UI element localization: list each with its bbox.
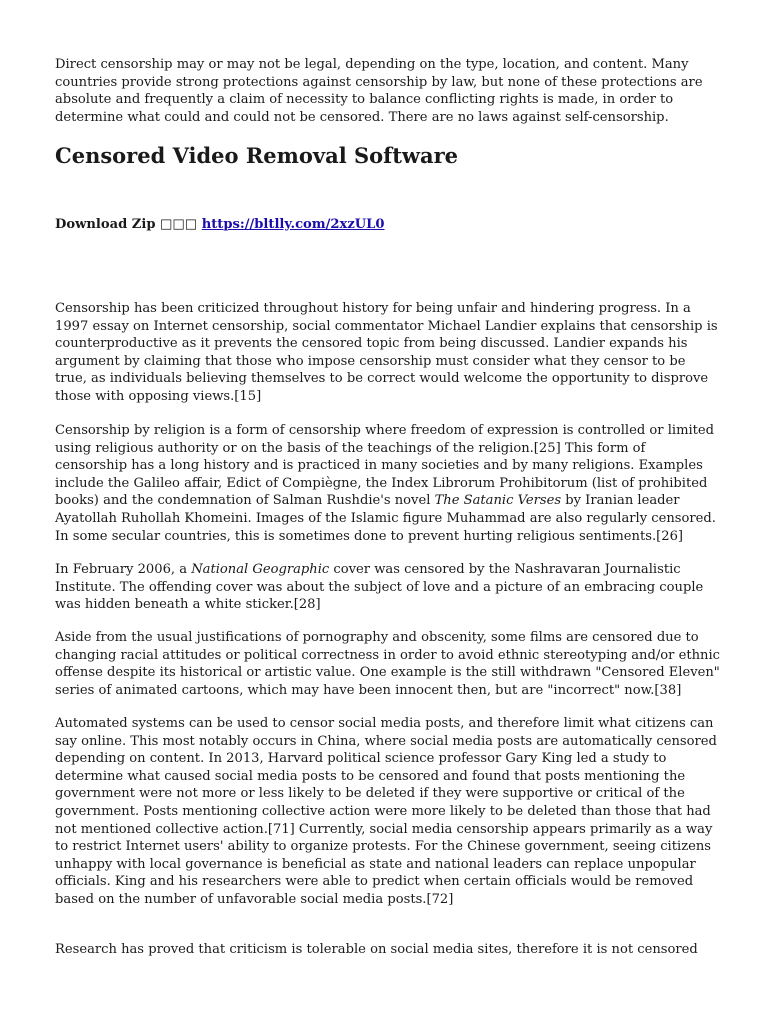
paragraph-criticism: Censorship has been criticized throughout history for being unfair and hindering progress. In a 1997 essay on Internet censorship, social commentator Michael Landier explains that censorship is counterproductive as it prevents the censored topic from being discussed. Landier expands his argument by claiming that those who impose censorship must consider what they censor to be true, as individuals believing themselves to be correct would welcome the opportunity to disprove those with opposing views.[15] (55, 301, 718, 404)
paragraph-research: Research has proved that criticism is tolerable on social media sites, therefore it is not censored (55, 942, 698, 957)
paragraph-automated-systems: Automated systems can be used to censor social media posts, and therefore limit what citizens can say online. This most notably occurs in China, where social media posts are automatically censored depending on content. In 2013, Harvard political science professor Gary King led a study to determine what caused social media posts to be censored and found that posts mentioning the government were not more or less likely to be deleted if they were supportive or critical of the government. Posts mentioning collective action were more likely to be deleted than those that had not mentioned collective action.[71] Currently, social media censorship appears primarily as a way to restrict Internet users' ability to organize protests. For the Chinese government, seeing citizens unhappy with local governance is beneficial as state and national leaders can replace unpopular officials. King and his researchers were able to predict when certain officials would be removed based on the number of unfavorable social media posts.[72] (55, 716, 717, 907)
paragraph-films: Aside from the usual justifications of pornography and obscenity, some films are censored due to changing racial attitudes or political correctness in order to avoid ethnic stereotyping and/or ethnic offense despite its historical or artistic value. One example is the still withdrawn "Censored Eleven" series of animated cartoons, which may have been innocent then, but are "incorrect" now.[38] (55, 630, 720, 698)
intro-paragraph: Direct censorship may or may not be legal, depending on the type, location, and content. Many countries provide strong protections against censorship by law, but none of these protections are absolute and frequently a claim of necessity to balance conflicting rights is made, in order to determine what could and could not be censored. There are no laws against self-censorship. (55, 57, 703, 125)
paragraph-religion-text-b: by Iranian leader Ayatollah Ruhollah Khomeini. Images of the Islamic figure Muhammad are also regularly censored. In some secular countries, this is sometimes done to prevent hurting religious sentiments.[26] (55, 493, 716, 544)
magazine-title-national-geographic: National Geographic (191, 562, 330, 577)
placeholder-glyphs: □□□ (160, 217, 198, 232)
paragraph-ng-text-b: cover was censored by the Nashravaran Journalistic Institute. The offending cover was about the subject of love and a picture of an embracing couple was hidden beneath a white sticker.[28] (55, 562, 704, 613)
paragraph-religion-text-a: Censorship by religion is a form of censorship where freedom of expression is controlled or limited using religious authority or on the basis of the teachings of the religion.[25] This form of censorship has a long history and is practiced in many societies and by many religions. Examples include the Galileo affair, Edict of Compiègne, the Index Librorum Prohibitorum (list of prohibited books) and the condemnation of Salman Rushdie's novel (55, 423, 715, 509)
download-link[interactable]: https://bltlly.com/2xzUL0 (201, 217, 385, 232)
book-title-satanic-verses: The Satanic Verses (434, 493, 562, 509)
paragraph-religion (55, 422, 720, 545)
download-line (55, 216, 385, 234)
page-title: Censored Video Removal Software (55, 143, 459, 168)
download-label: Download Zip (55, 217, 156, 232)
paragraph-ng-text-a: In February 2006, a (55, 562, 192, 577)
paragraph-national-geographic (55, 561, 720, 614)
